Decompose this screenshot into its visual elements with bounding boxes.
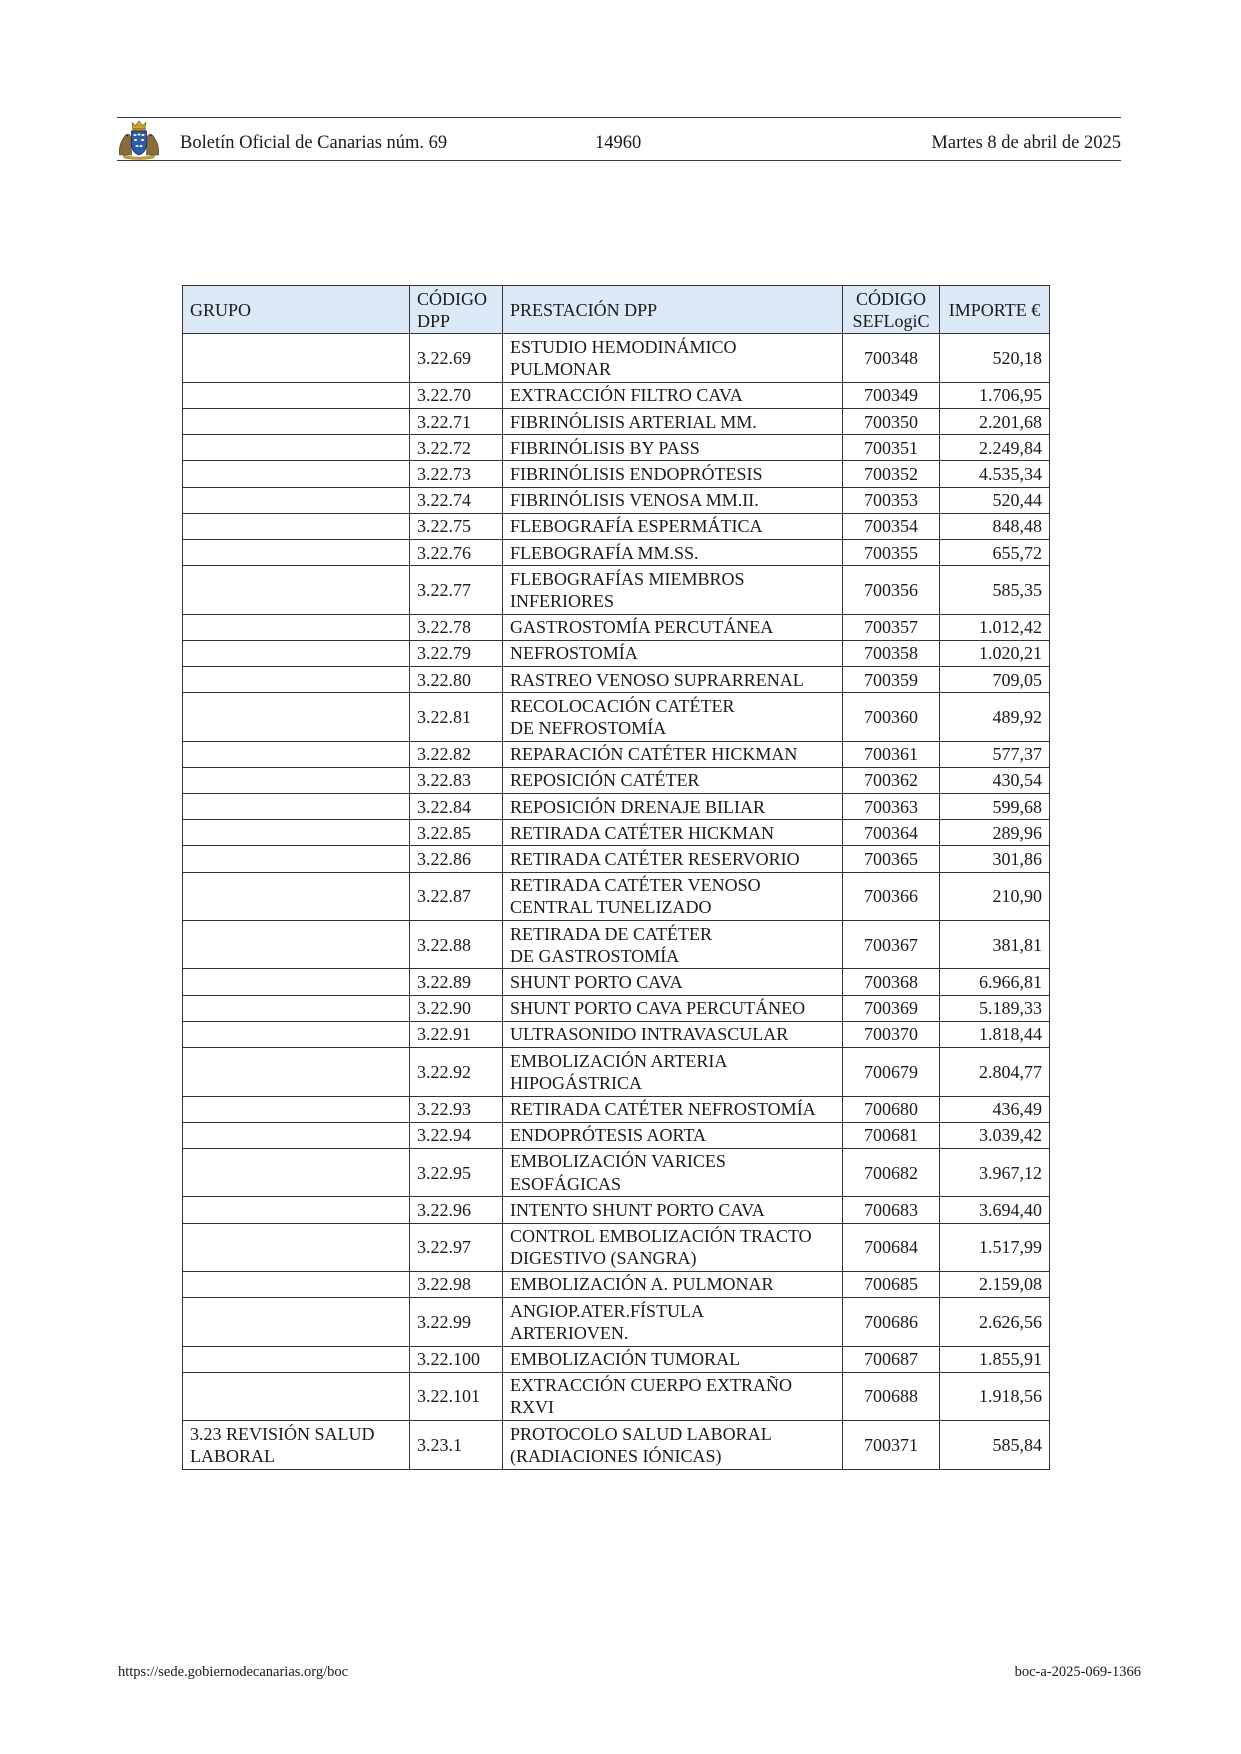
grupo-cell: [183, 872, 410, 920]
table-row: [183, 540, 1050, 566]
grupo-cell: [183, 846, 410, 872]
importe-cell: 577,37: [940, 741, 1050, 767]
codigo-seflogic-cell: 700684: [843, 1223, 940, 1271]
codigo-seflogic-cell: 700351: [843, 435, 940, 461]
table-row: [183, 614, 1050, 640]
grupo-cell: [183, 1298, 410, 1346]
codigo-dpp-cell: 3.22.100: [410, 1346, 503, 1372]
codigo-seflogic-cell: 700371: [843, 1421, 940, 1469]
codigo-dpp-cell: 3.22.90: [410, 995, 503, 1021]
table-row: [183, 487, 1050, 513]
prestacion-cell: NEFROSTOMÍA: [503, 640, 843, 666]
prestacion-cell: FLEBOGRAFÍAS MIEMBROS INFERIORES: [503, 566, 843, 614]
codigo-seflogic-cell: 700358: [843, 640, 940, 666]
codigo-dpp-cell: 3.22.88: [410, 921, 503, 969]
grupo-cell: [183, 1372, 410, 1420]
prestacion-cell: EXTRACCIÓN FILTRO CAVA: [503, 382, 843, 408]
publication-date: Martes 8 de abril de 2025: [931, 133, 1121, 153]
table-row: [183, 435, 1050, 461]
prestacion-cell: EMBOLIZACIÓN VARICES ESOFÁGICAS: [503, 1148, 843, 1196]
codigo-seflogic-cell: 700687: [843, 1346, 940, 1372]
codigo-seflogic-cell: 700682: [843, 1148, 940, 1196]
importe-cell: 5.189,33: [940, 995, 1050, 1021]
prestacion-cell: RASTREO VENOSO SUPRARRENAL: [503, 667, 843, 693]
codigo-seflogic-cell: 700354: [843, 513, 940, 539]
importe-cell: 1.855,91: [940, 1346, 1050, 1372]
prestacion-cell: GASTROSTOMÍA PERCUTÁNEA: [503, 614, 843, 640]
codigo-dpp-cell: 3.22.95: [410, 1148, 503, 1196]
table-row: [183, 693, 1050, 741]
prestacion-cell: PROTOCOLO SALUD LABORAL (RADIACIONES IÓNICAS): [503, 1421, 843, 1469]
tariff-table: [182, 285, 1050, 1470]
codigo-dpp-cell: 3.22.92: [410, 1048, 503, 1096]
table-header-row: [183, 286, 1050, 334]
column-header-importe: IMPORTE €: [940, 286, 1050, 334]
table-row: [183, 1021, 1050, 1047]
importe-cell: 1.012,42: [940, 614, 1050, 640]
prestacion-cell: SHUNT PORTO CAVA: [503, 969, 843, 995]
codigo-dpp-cell: 3.22.83: [410, 767, 503, 793]
importe-cell: 430,54: [940, 767, 1050, 793]
column-header-codigo-dpp: CÓDIGO DPP: [410, 286, 503, 334]
codigo-dpp-cell: 3.22.76: [410, 540, 503, 566]
importe-cell: 301,86: [940, 846, 1050, 872]
prestacion-cell: SHUNT PORTO CAVA PERCUTÁNEO: [503, 995, 843, 1021]
footer-document-id: boc-a-2025-069-1366: [1014, 1664, 1141, 1680]
grupo-cell: [183, 794, 410, 820]
importe-cell: 1.818,44: [940, 1021, 1050, 1047]
importe-cell: 2.201,68: [940, 409, 1050, 435]
prestacion-cell: REPARACIÓN CATÉTER HICKMAN: [503, 741, 843, 767]
table-row: [183, 794, 1050, 820]
prestacion-cell: EMBOLIZACIÓN ARTERIA HIPOGÁSTRICA: [503, 1048, 843, 1096]
table-row: [183, 382, 1050, 408]
grupo-cell: [183, 640, 410, 666]
codigo-seflogic-cell: 700365: [843, 846, 940, 872]
importe-cell: 3.694,40: [940, 1197, 1050, 1223]
importe-cell: 436,49: [940, 1096, 1050, 1122]
codigo-dpp-cell: 3.22.91: [410, 1021, 503, 1047]
grupo-cell: [183, 1021, 410, 1047]
grupo-cell: [183, 667, 410, 693]
prestacion-cell: FIBRINÓLISIS ENDOPRÓTESIS: [503, 461, 843, 487]
table-row: [183, 1372, 1050, 1420]
column-header-prestacion: PRESTACIÓN DPP: [503, 286, 843, 334]
codigo-dpp-cell: 3.22.85: [410, 820, 503, 846]
importe-cell: 2.626,56: [940, 1298, 1050, 1346]
grupo-cell: [183, 1346, 410, 1372]
codigo-seflogic-cell: 700370: [843, 1021, 940, 1047]
importe-cell: 709,05: [940, 667, 1050, 693]
codigo-dpp-cell: 3.22.89: [410, 969, 503, 995]
codigo-dpp-cell: 3.22.77: [410, 566, 503, 614]
prestacion-cell: EMBOLIZACIÓN TUMORAL: [503, 1346, 843, 1372]
prestacion-cell: EMBOLIZACIÓN A. PULMONAR: [503, 1271, 843, 1297]
codigo-seflogic-cell: 700361: [843, 741, 940, 767]
table-row: [183, 820, 1050, 846]
table-body: [183, 334, 1050, 1469]
prestacion-cell: REPOSICIÓN DRENAJE BILIAR: [503, 794, 843, 820]
codigo-seflogic-cell: 700357: [843, 614, 940, 640]
prestacion-cell: ANGIOP.ATER.FÍSTULA ARTERIOVEN.: [503, 1298, 843, 1346]
codigo-seflogic-cell: 700683: [843, 1197, 940, 1223]
grupo-cell: [183, 921, 410, 969]
codigo-seflogic-cell: 700681: [843, 1122, 940, 1148]
codigo-seflogic-cell: 700367: [843, 921, 940, 969]
table-row: [183, 846, 1050, 872]
importe-cell: 3.967,12: [940, 1148, 1050, 1196]
importe-cell: 520,18: [940, 334, 1050, 382]
prestacion-cell: INTENTO SHUNT PORTO CAVA: [503, 1197, 843, 1223]
grupo-cell: [183, 566, 410, 614]
prestacion-cell: ESTUDIO HEMODINÁMICO PULMONAR: [503, 334, 843, 382]
prestacion-cell: RECOLOCACIÓN CATÉTER DE NEFROSTOMÍA: [503, 693, 843, 741]
grupo-cell: 3.23 REVISIÓN SALUD LABORAL: [183, 1421, 410, 1469]
importe-cell: 848,48: [940, 513, 1050, 539]
grupo-cell: [183, 693, 410, 741]
importe-cell: 599,68: [940, 794, 1050, 820]
prestacion-cell: RETIRADA DE CATÉTER DE GASTROSTOMÍA: [503, 921, 843, 969]
importe-cell: 585,84: [940, 1421, 1050, 1469]
table-row: [183, 1223, 1050, 1271]
codigo-dpp-cell: 3.22.70: [410, 382, 503, 408]
table-row: [183, 1271, 1050, 1297]
table-row: [183, 1122, 1050, 1148]
prestacion-cell: RETIRADA CATÉTER VENOSO CENTRAL TUNELIZADO: [503, 872, 843, 920]
codigo-seflogic-cell: 700680: [843, 1096, 940, 1122]
prestacion-cell: EXTRACCIÓN CUERPO EXTRAÑO RXVI: [503, 1372, 843, 1420]
table-row: [183, 1346, 1050, 1372]
importe-cell: 2.249,84: [940, 435, 1050, 461]
codigo-seflogic-cell: 700348: [843, 334, 940, 382]
codigo-seflogic-cell: 700359: [843, 667, 940, 693]
prestacion-cell: FIBRINÓLISIS BY PASS: [503, 435, 843, 461]
grupo-cell: [183, 1122, 410, 1148]
importe-cell: 4.535,34: [940, 461, 1050, 487]
importe-cell: 1.020,21: [940, 640, 1050, 666]
prestacion-cell: FLEBOGRAFÍA MM.SS.: [503, 540, 843, 566]
grupo-cell: [183, 461, 410, 487]
table-row: [183, 461, 1050, 487]
prestacion-cell: FIBRINÓLISIS ARTERIAL MM.: [503, 409, 843, 435]
importe-cell: 585,35: [940, 566, 1050, 614]
codigo-dpp-cell: 3.22.97: [410, 1223, 503, 1271]
table-row: [183, 969, 1050, 995]
page-header: [117, 117, 1121, 161]
table-header: [183, 286, 1050, 334]
table-row: [183, 921, 1050, 969]
codigo-dpp-cell: 3.22.82: [410, 741, 503, 767]
grupo-cell: [183, 487, 410, 513]
table-row: [183, 1096, 1050, 1122]
grupo-cell: [183, 969, 410, 995]
codigo-seflogic-cell: 700364: [843, 820, 940, 846]
page-number: 14960: [595, 133, 642, 153]
table-row: [183, 1197, 1050, 1223]
codigo-dpp-cell: 3.22.81: [410, 693, 503, 741]
grupo-cell: [183, 435, 410, 461]
importe-cell: 1.517,99: [940, 1223, 1050, 1271]
codigo-dpp-cell: 3.22.87: [410, 872, 503, 920]
publication-title: Boletín Oficial de Canarias núm. 69: [180, 133, 448, 153]
importe-cell: 520,44: [940, 487, 1050, 513]
prestacion-cell: ENDOPRÓTESIS AORTA: [503, 1122, 843, 1148]
prestacion-cell: FLEBOGRAFÍA ESPERMÁTICA: [503, 513, 843, 539]
codigo-dpp-cell: 3.22.75: [410, 513, 503, 539]
table-row: [183, 1421, 1050, 1469]
importe-cell: 489,92: [940, 693, 1050, 741]
table-row: [183, 334, 1050, 382]
importe-cell: 1.918,56: [940, 1372, 1050, 1420]
table-row: [183, 513, 1050, 539]
importe-cell: 3.039,42: [940, 1122, 1050, 1148]
prestacion-cell: RETIRADA CATÉTER RESERVORIO: [503, 846, 843, 872]
codigo-seflogic-cell: 700349: [843, 382, 940, 408]
prestacion-cell: RETIRADA CATÉTER NEFROSTOMÍA: [503, 1096, 843, 1122]
codigo-dpp-cell: 3.22.72: [410, 435, 503, 461]
grupo-cell: [183, 513, 410, 539]
importe-cell: 6.966,81: [940, 969, 1050, 995]
prestacion-cell: REPOSICIÓN CATÉTER: [503, 767, 843, 793]
grupo-cell: [183, 540, 410, 566]
codigo-dpp-cell: 3.22.80: [410, 667, 503, 693]
table-row: [183, 995, 1050, 1021]
codigo-seflogic-cell: 700368: [843, 969, 940, 995]
column-header-grupo: GRUPO: [183, 286, 410, 334]
codigo-dpp-cell: 3.22.99: [410, 1298, 503, 1346]
table-row: [183, 1048, 1050, 1096]
codigo-dpp-cell: 3.22.78: [410, 614, 503, 640]
table-row: [183, 640, 1050, 666]
codigo-dpp-cell: 3.22.96: [410, 1197, 503, 1223]
grupo-cell: [183, 409, 410, 435]
codigo-dpp-cell: 3.22.98: [410, 1271, 503, 1297]
codigo-seflogic-cell: 700353: [843, 487, 940, 513]
importe-cell: 289,96: [940, 820, 1050, 846]
table-row: [183, 741, 1050, 767]
codigo-dpp-cell: 3.22.101: [410, 1372, 503, 1420]
importe-cell: 1.706,95: [940, 382, 1050, 408]
codigo-seflogic-cell: 700360: [843, 693, 940, 741]
table-row: [183, 767, 1050, 793]
prestacion-cell: FIBRINÓLISIS VENOSA MM.II.: [503, 487, 843, 513]
grupo-cell: [183, 767, 410, 793]
codigo-dpp-cell: 3.22.84: [410, 794, 503, 820]
codigo-seflogic-cell: 700363: [843, 794, 940, 820]
codigo-seflogic-cell: 700369: [843, 995, 940, 1021]
importe-cell: 655,72: [940, 540, 1050, 566]
codigo-seflogic-cell: 700686: [843, 1298, 940, 1346]
grupo-cell: [183, 1148, 410, 1196]
codigo-dpp-cell: 3.22.74: [410, 487, 503, 513]
column-header-codigo-seflogic: CÓDIGO SEFLogiC: [843, 286, 940, 334]
codigo-seflogic-cell: 700350: [843, 409, 940, 435]
codigo-dpp-cell: 3.22.69: [410, 334, 503, 382]
coat-of-arms-icon: [116, 120, 162, 160]
importe-cell: 381,81: [940, 921, 1050, 969]
codigo-seflogic-cell: 700688: [843, 1372, 940, 1420]
table-row: [183, 566, 1050, 614]
footer-url-link[interactable]: https://sede.gobiernodecanarias.org/boc: [118, 1664, 349, 1680]
table-row: [183, 409, 1050, 435]
codigo-seflogic-cell: 700679: [843, 1048, 940, 1096]
grupo-cell: [183, 1096, 410, 1122]
table-row: [183, 1148, 1050, 1196]
grupo-cell: [183, 1197, 410, 1223]
codigo-dpp-cell: 3.23.1: [410, 1421, 503, 1469]
grupo-cell: [183, 1271, 410, 1297]
grupo-cell: [183, 614, 410, 640]
codigo-dpp-cell: 3.22.93: [410, 1096, 503, 1122]
codigo-seflogic-cell: 700685: [843, 1271, 940, 1297]
grupo-cell: [183, 820, 410, 846]
codigo-dpp-cell: 3.22.94: [410, 1122, 503, 1148]
grupo-cell: [183, 334, 410, 382]
codigo-seflogic-cell: 700356: [843, 566, 940, 614]
codigo-seflogic-cell: 700355: [843, 540, 940, 566]
codigo-dpp-cell: 3.22.71: [410, 409, 503, 435]
importe-cell: 2.159,08: [940, 1271, 1050, 1297]
prestacion-cell: RETIRADA CATÉTER HICKMAN: [503, 820, 843, 846]
codigo-dpp-cell: 3.22.73: [410, 461, 503, 487]
codigo-dpp-cell: 3.22.79: [410, 640, 503, 666]
importe-cell: 2.804,77: [940, 1048, 1050, 1096]
table-row: [183, 667, 1050, 693]
codigo-seflogic-cell: 700366: [843, 872, 940, 920]
grupo-cell: [183, 741, 410, 767]
codigo-seflogic-cell: 700362: [843, 767, 940, 793]
codigo-seflogic-cell: 700352: [843, 461, 940, 487]
table-row: [183, 872, 1050, 920]
grupo-cell: [183, 1223, 410, 1271]
prestacion-cell: CONTROL EMBOLIZACIÓN TRACTO DIGESTIVO (SANGRA): [503, 1223, 843, 1271]
table-row: [183, 1298, 1050, 1346]
codigo-dpp-cell: 3.22.86: [410, 846, 503, 872]
grupo-cell: [183, 382, 410, 408]
importe-cell: 210,90: [940, 872, 1050, 920]
grupo-cell: [183, 1048, 410, 1096]
grupo-cell: [183, 995, 410, 1021]
prestacion-cell: ULTRASONIDO INTRAVASCULAR: [503, 1021, 843, 1047]
